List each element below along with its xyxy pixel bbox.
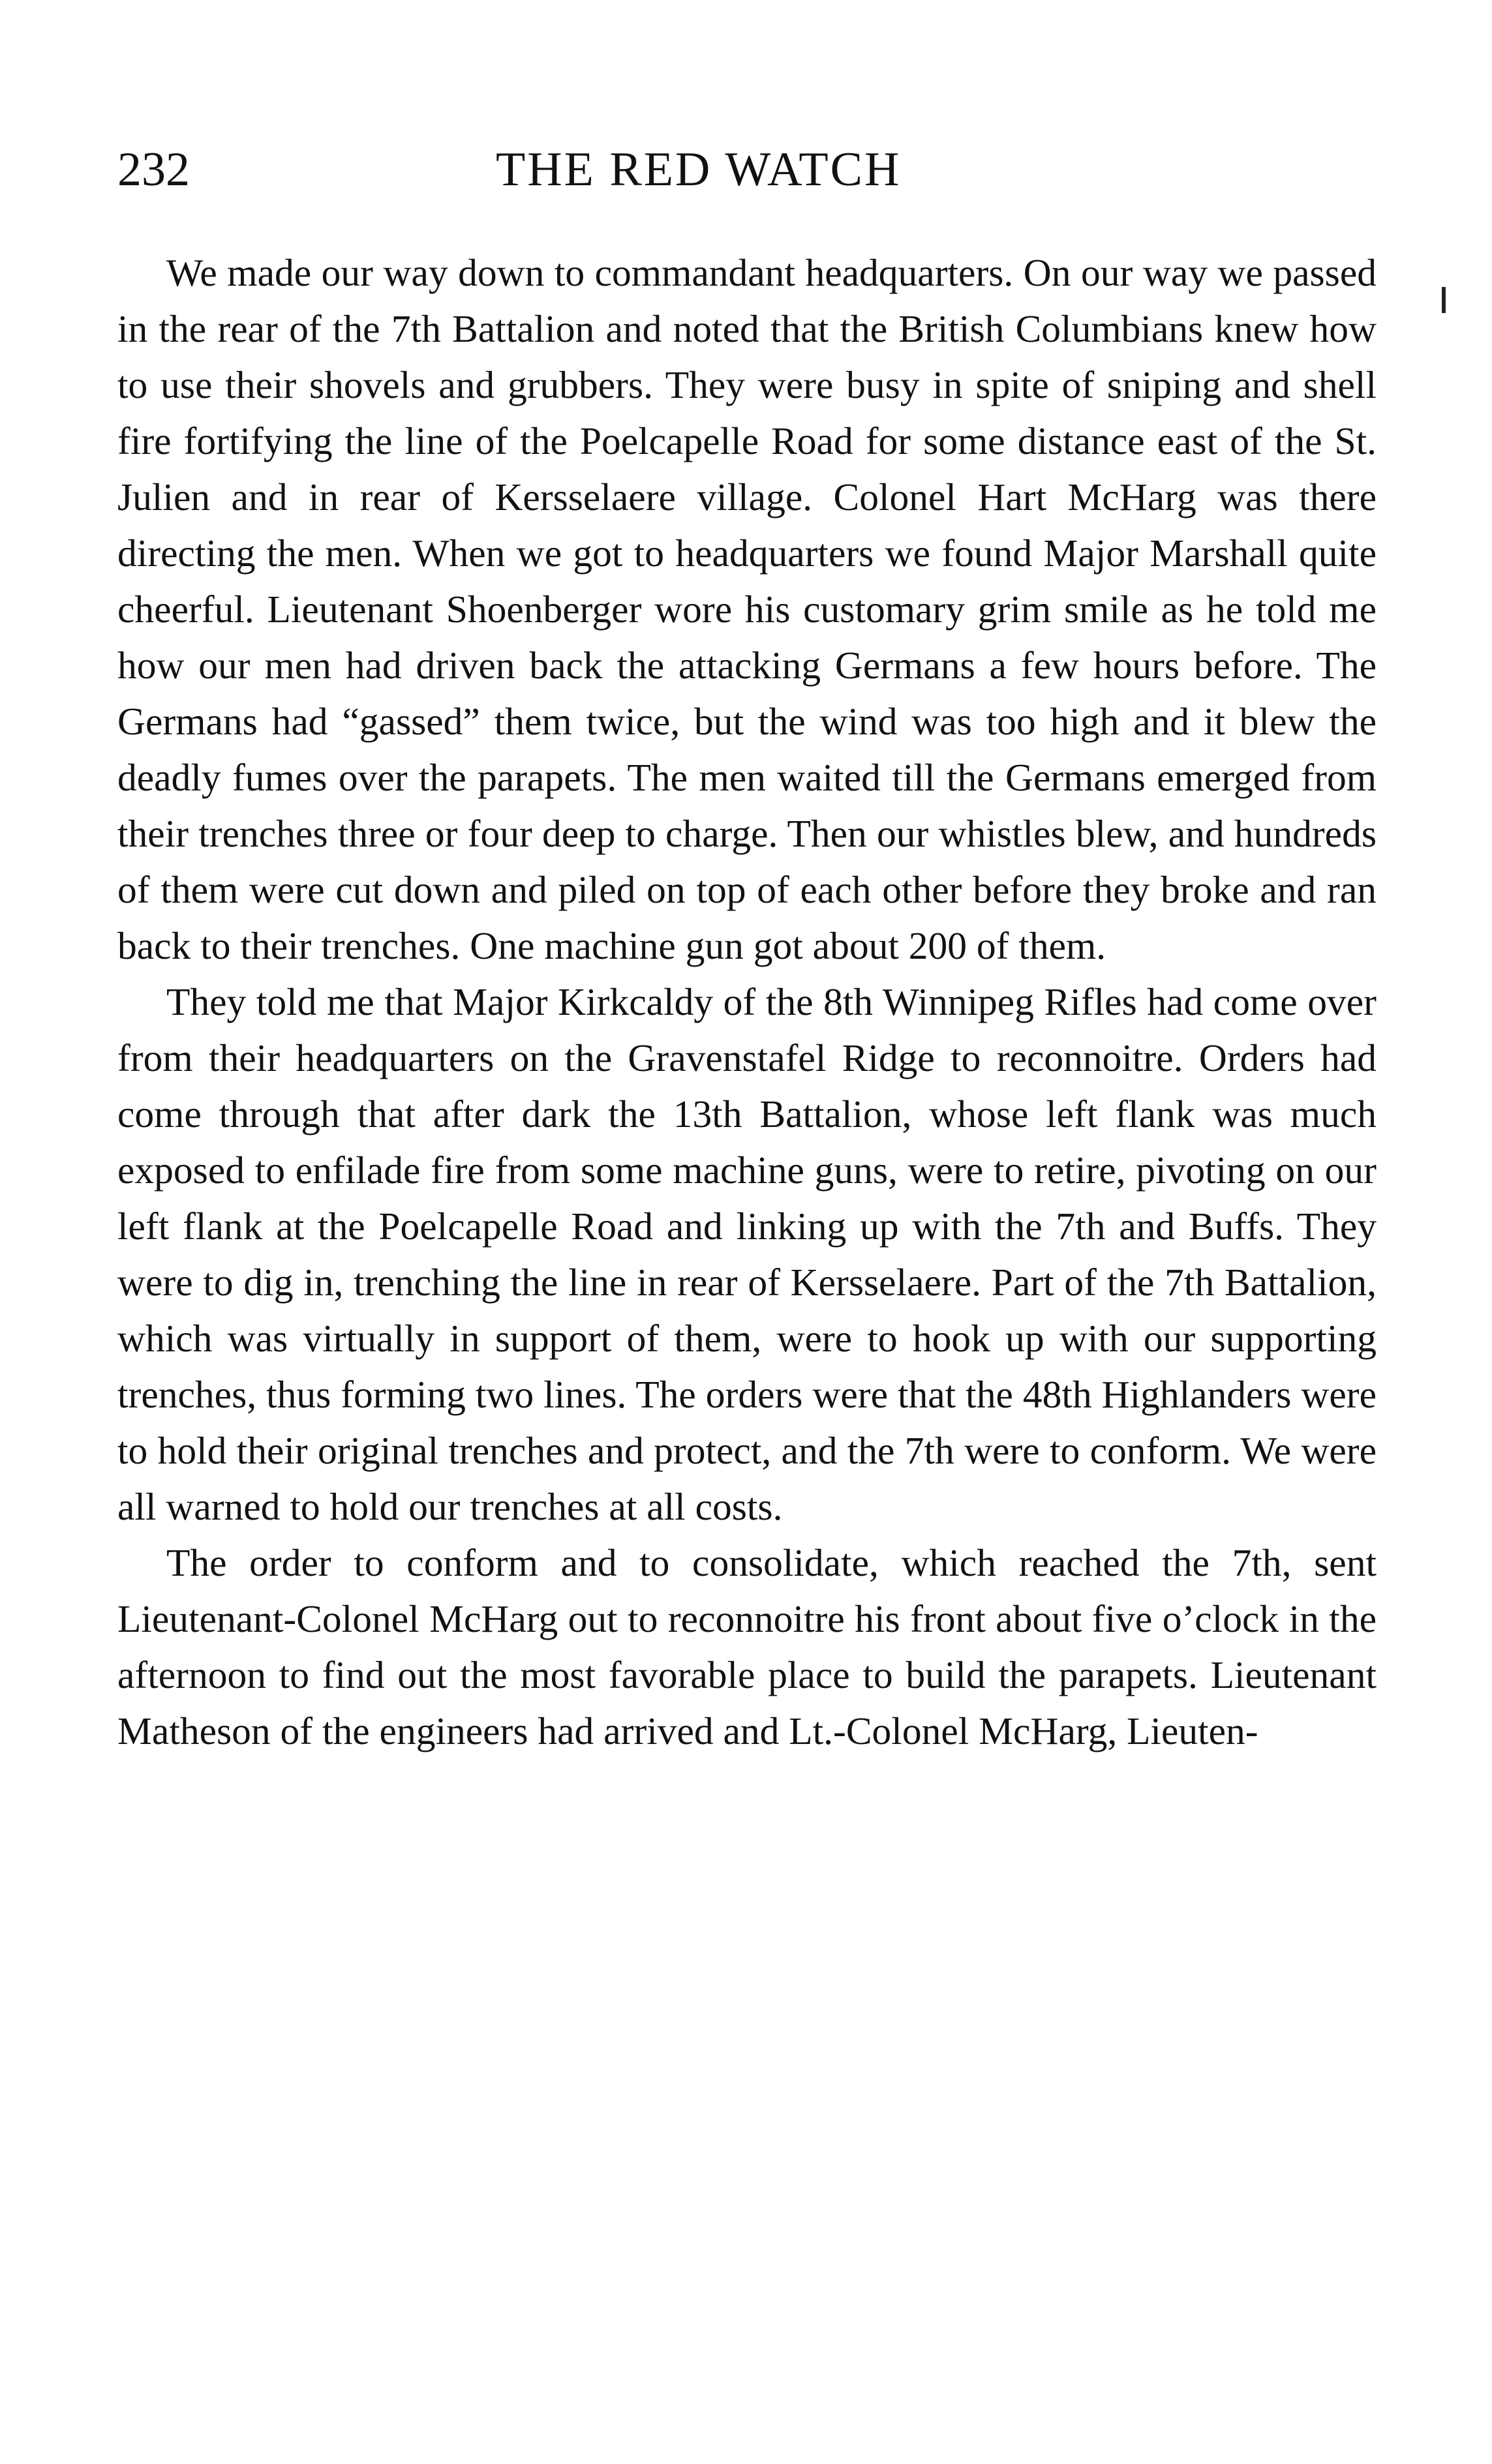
- body-text: [117, 245, 1377, 1759]
- running-head: [117, 134, 1377, 205]
- paragraph-3: The order to conform and to consolidate, which reached the 7th, sent Lieutenant-Colonel McHarg out to reconnoitre his front about five o’clock in the afternoon to find out the most favorable place to build the parapets. Lieutenant Matheson of the engineers had arrived and Lt.-Colonel McHarg, Lieuten-: [117, 1541, 1377, 1752]
- margin-mark: [1442, 287, 1446, 313]
- book-page: [117, 0, 1377, 2464]
- page-number: 232: [117, 143, 190, 196]
- running-title: THE RED WATCH: [496, 143, 902, 196]
- paragraph-1: We made our way down to commandant headquarters. On our way we passed in the rear of the 7th Battalion and noted that the British Columbians knew how to use their shovels and grubbers. They were busy in spite of sniping and shell fire fortifying the line of the Poelcapelle Road for some distance east of the St. Julien and in rear of Kersselaere village. Colonel Hart McHarg was there directing the men. When we got to headquarters we found Major Marshall quite cheerful. Lieutenant Shoenberger wore his customary grim smile as he told me how our men had driven back the attacking Germans a few hours before. The Germans had “gassed” them twice, but the wind was too high and it blew the deadly fumes over the parapets. The men waited till the Germans emerged from their trenches three or four deep to charge. Then our whistles blew, and hundreds of them were cut down and piled on top of each other before they broke and ran back to their trenches. One machine gun got about 200 of them.: [117, 251, 1377, 967]
- paragraph-2: They told me that Major Kirkcaldy of the 8th Winnipeg Rifles had come over from their headquarters on the Gravenstafel Ridge to reconnoitre. Orders had come through that after dark the 13th Battalion, whose left flank was much exposed to enfilade fire from some machine guns, were to retire, pivoting on our left flank at the Poelcapelle Road and linking up with the 7th and Buffs. They were to dig in, trenching the line in rear of Kersselaere. Part of the 7th Battalion, which was virtually in support of them, were to hook up with our supporting trenches, thus forming two lines. The orders were that the 48th Highlanders were to hold their original trenches and protect, and the 7th were to conform. We were all warned to hold our trenches at all costs.: [117, 980, 1377, 1528]
